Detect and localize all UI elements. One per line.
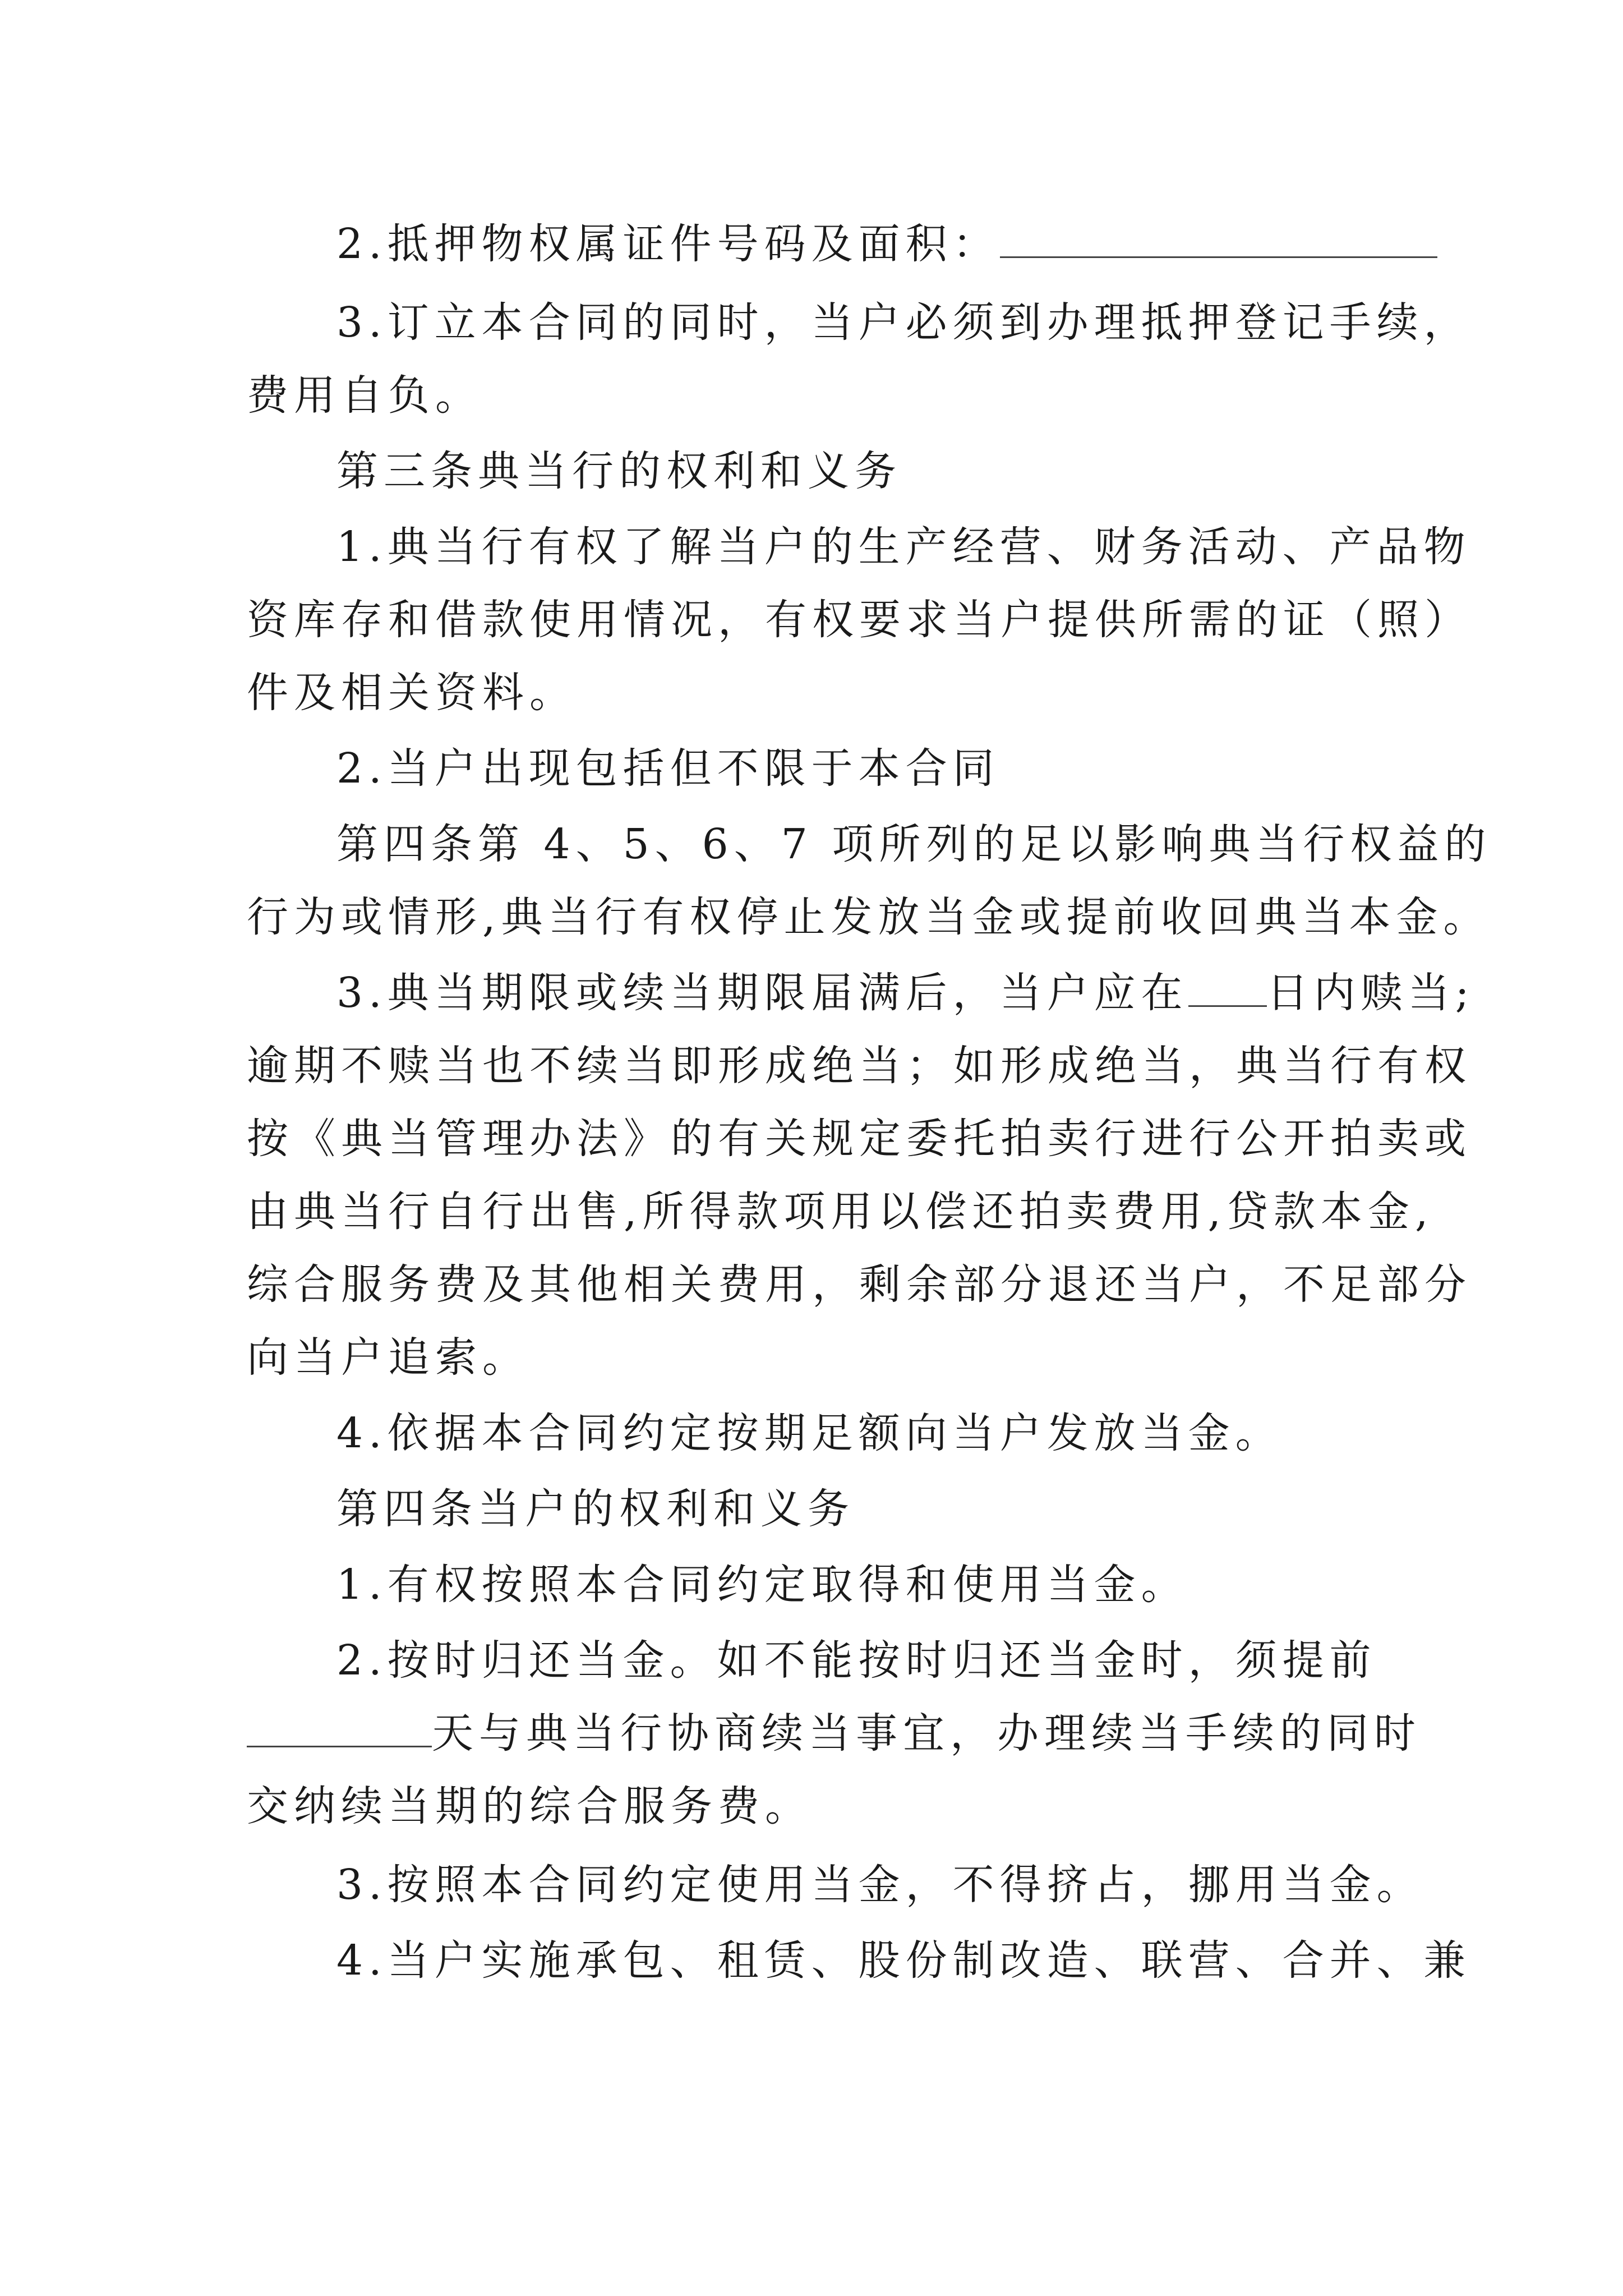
- text-line: 逾期不赎当也不续当即形成绝当；如形成绝当，典当行有权: [247, 1042, 1472, 1090]
- text-line: 行为或情形,典当行有权停止发放当金或提前收回典当本金。: [247, 893, 1491, 941]
- text-line: 综合服务费及其他相关费用，剩余部分退还当户，不足部分: [247, 1260, 1472, 1309]
- text-line: 日内赎当;: [1266, 969, 1475, 1017]
- paragraph-line: [336, 216, 1437, 272]
- fill-in-blank: [1188, 966, 1267, 1007]
- paragraph-line: [336, 1932, 1471, 1989]
- text-line: 3.典当期限或续当期限届满后，当户应在: [336, 969, 1188, 1017]
- paragraph-line: [336, 1632, 1377, 1688]
- paragraph-line: [247, 1778, 812, 1834]
- paragraph-line: [247, 592, 1472, 648]
- paragraph-line: [247, 1257, 1472, 1313]
- text-line: 件及相关资料。: [247, 669, 577, 717]
- text-line: 费用自负。: [247, 371, 482, 420]
- text-line: 资库存和借款使用情况，有权要求当户提供所需的证（照）: [247, 596, 1472, 644]
- text-line: 3.订立本合同的同时，当户必须到办理抵押登记手续，: [336, 298, 1471, 347]
- text-line: 天与典当行协商续当事宜，办理续当手续的同时: [432, 1709, 1421, 1757]
- paragraph-line: [247, 665, 577, 721]
- text-line: 第四条第 4、5、6、7 项所列的足以影响典当行权益的: [336, 820, 1492, 868]
- paragraph-line: [336, 740, 1000, 797]
- text-line: 按《典当管理办法》的有关规定委托拍卖行进行公开拍卖或: [247, 1115, 1472, 1163]
- section-heading: [336, 1481, 855, 1537]
- paragraph-line: [336, 1405, 1283, 1461]
- paragraph-line: [336, 1557, 1188, 1613]
- paragraph-line: [247, 1111, 1472, 1167]
- text-line: 3.按照本合同约定使用当金，不得挤占，挪用当金。: [336, 1861, 1424, 1909]
- paragraph-line: [336, 519, 1471, 575]
- paragraph-line: [336, 965, 1475, 1021]
- paragraph-line: [247, 1184, 1434, 1240]
- paragraph-line: [247, 367, 482, 424]
- text-line: 由典当行自行出售,所得款项用以偿还拍卖费用,贷款本金,: [247, 1188, 1434, 1236]
- fill-in-blank: [1000, 217, 1437, 258]
- paragraph-line: [247, 1038, 1472, 1094]
- paragraph-line: [336, 1857, 1424, 1913]
- text-line: 4.当户实施承包、租赁、股份制改造、联营、合并、兼: [336, 1936, 1471, 1985]
- paragraph-line: [247, 1329, 529, 1386]
- fill-in-blank: [247, 1706, 432, 1747]
- paragraph-line: [247, 1705, 1421, 1761]
- text-line: 1.典当行有权了解当户的生产经营、财务活动、产品物: [336, 523, 1471, 571]
- paragraph-line: [336, 816, 1491, 872]
- text-line: 交纳续当期的综合服务费。: [247, 1782, 812, 1830]
- text-line: 1.有权按照本合同约定取得和使用当金。: [336, 1561, 1188, 1609]
- paragraph-line: [336, 295, 1471, 351]
- heading-text: 第三条典当行的权利和义务: [336, 447, 902, 495]
- text-line: 2.按时归还当金。如不能按时归还当金时，须提前: [336, 1636, 1377, 1685]
- text-line: 2.抵押物权属证件号码及面积：: [336, 220, 1000, 268]
- text-line: 向当户追索。: [247, 1333, 529, 1382]
- section-heading: [336, 443, 902, 499]
- text-line: 4.依据本合同约定按期足额向当户发放当金。: [336, 1409, 1283, 1457]
- text-line: 2.当户出现包括但不限于本合同: [336, 744, 1000, 793]
- heading-text: 第四条当户的权利和义务: [336, 1485, 855, 1533]
- paragraph-line: [247, 889, 1491, 945]
